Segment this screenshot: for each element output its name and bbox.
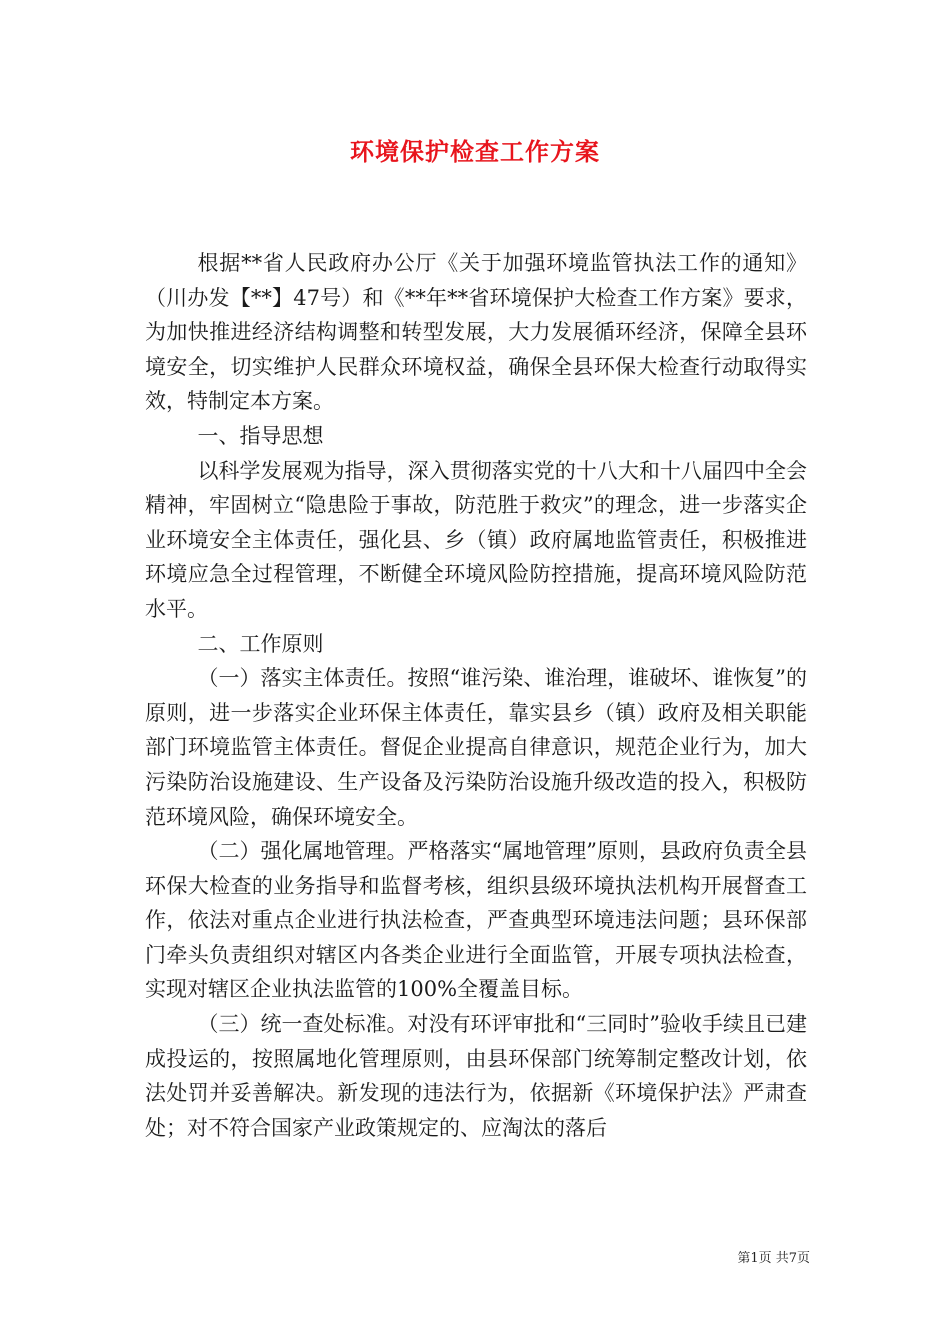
paragraph-guiding-thought: 以科学发展观为指导，深入贯彻落实党的十八大和十八届四中全会精神，牢固树立“隐患险于事故，防范胜于救灾”的理念，进一步落实企业环境安全主体责任，强化县、乡（镇）政府属地监管责任，积极推进环境应急全过程管理，不断健全环境风险防控措施，提高环境风险防范水平。 [145,458,807,621]
paragraph-principle-3: （三）统一查处标准。对没有环评审批和“三同时”验收手续且已建成投运的，按照属地化管理原则，由县环保部门统筹制定整改计划，依法处罚并妥善解决。新发现的违法行为，依据新《环境保护法》严肃查处；对不符合国家产业政策规定的、应淘汰的落后 [145,1012,807,1140]
paragraph-principle-1: （一）落实主体责任。按照“谁污染、谁治理，谁破坏、谁恢复”的原则，进一步落实企业环保主体责任，靠实县乡（镇）政府及相关职能部门环境监管主体责任。督促企业提高自律意识，规范企业行为，加大污染防治设施建设、生产设备及污染防治设施升级改造的投入，积极防范环境风险，确保环境安全。 [145,666,807,829]
paragraph-principle-2: （二）强化属地管理。严格落实“属地管理”原则，县政府负责全县环保大检查的业务指导和监督考核，组织县级环境执法机构开展督查工作，依法对重点企业进行执法检查，严查典型环境违法问题；县环保部门牵头负责组织对辖区内各类企业进行全面监管，开展专项执法检查，实现对辖区企业执法监管的100%全覆盖目标。 [145,839,807,1002]
document-body [145,246,807,1145]
section-heading-work-principles: 二、工作原则 [197,631,324,656]
paragraph-intro: 根据**省人民政府办公厅《关于加强环境监管执法工作的通知》（川办发【**】47号）和《**年**省环境保护大检查工作方案》要求，为加快推进经济结构调整和转型发展，大力发展循环经济，保障全县环境安全，切实维护人民群众环境权益，确保全县环保大检查行动取得实效，特制定本方案。 [145,251,807,414]
page-indicator: 第1页 共7页 [737,1251,810,1266]
document-title: 环境保护检查工作方案 [350,137,600,166]
section-heading-guiding-thought: 一、指导思想 [197,423,324,448]
